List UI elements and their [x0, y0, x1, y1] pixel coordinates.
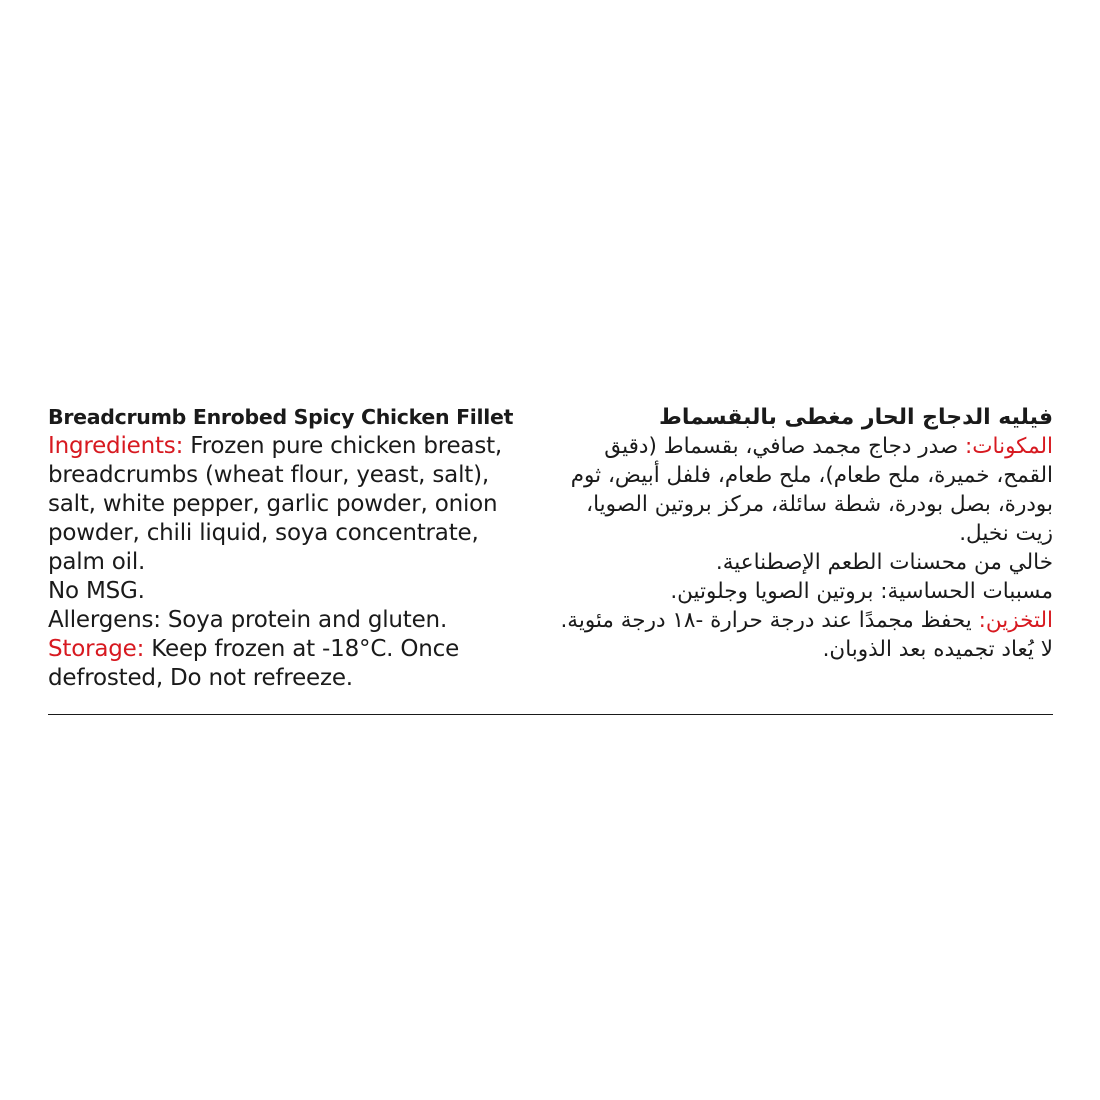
product-title-en: Breadcrumb Enrobed Spicy Chicken Fillet	[48, 405, 514, 429]
ingredients-heading-en: Ingredients:	[48, 433, 184, 459]
ingredients-text-ar: صدر دجاج مجمد صافي، بقسماط (دقيق القمح، خميرة، ملح طعام)، ملح طعام، فلفل أبيض، ثوم بودرة، بصل بودرة، شطة سائلة، مركز بروتين الصويا، زيت نخيل.	[570, 434, 1053, 546]
ingredients-heading-ar: المكونات:	[965, 434, 1053, 459]
storage-paragraph-ar	[553, 606, 1053, 664]
bottom-divider	[48, 714, 1053, 715]
no-msg-note-en: No MSG.	[48, 578, 145, 604]
allergens-note-en: Allergens: Soya protein and gluten.	[48, 607, 448, 633]
product-title-ar: فيليه الدجاج الحار مغطى بالبقسماط	[659, 405, 1053, 430]
ingredients-paragraph-ar	[553, 432, 1053, 548]
storage-heading-ar: التخزين:	[978, 608, 1053, 633]
no-msg-note-ar: خالي من محسنات الطعم الإصطناعية.	[715, 550, 1053, 575]
english-label-column	[48, 403, 518, 693]
ingredients-text-en: Frozen pure chicken breast, breadcrumbs (wheat flour, yeast, salt), salt, white pepper, garlic powder, onion powder, chili liquid, soya concentrate, palm oil.	[48, 433, 503, 575]
storage-heading-en: Storage:	[48, 636, 145, 662]
product-label-panel	[48, 403, 1053, 715]
storage-text-ar: يحفظ مجمدًا عند درجة حرارة -١٨ درجة مئوية. لا يُعاد تجميده بعد الذوبان.	[560, 608, 1053, 662]
storage-text-en: Keep frozen at -18°C. Once defrosted, Do not refreeze.	[48, 636, 460, 691]
arabic-label-column	[553, 403, 1053, 664]
ingredients-paragraph-en	[48, 432, 518, 577]
storage-paragraph-en	[48, 635, 518, 693]
allergens-note-ar: مسببات الحساسية: بروتين الصويا وجلوتين.	[670, 579, 1053, 604]
